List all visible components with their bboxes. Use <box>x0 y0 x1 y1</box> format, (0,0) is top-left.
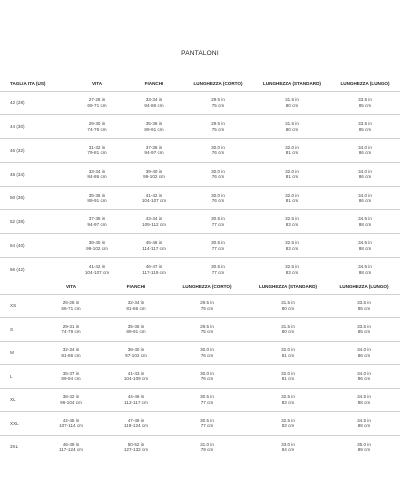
length-standard-cell <box>254 162 330 186</box>
value-cm: 89 cm <box>357 447 371 452</box>
size-label: L <box>0 365 36 389</box>
value-inches: 30.5 in <box>211 216 225 222</box>
value-inches: 34.5 in <box>358 240 372 246</box>
length-short-cell <box>182 162 254 186</box>
length-long-cell <box>330 91 400 115</box>
value-inches: 31.0 in <box>200 441 214 447</box>
value-inches: 29-30 in <box>88 121 106 127</box>
header-hips: FIANCHI <box>106 280 166 294</box>
value-inches: 35-36 in <box>145 121 163 127</box>
length-long-cell <box>330 139 400 163</box>
value-inches: 34.5 in <box>358 264 372 270</box>
size-label: 50 (36) <box>0 186 68 210</box>
value-cm: 112-117 cm <box>124 399 148 405</box>
value-inches: 43-44 in <box>145 216 163 222</box>
value-cm: 74-76 cm <box>87 126 107 132</box>
header-waist: VITA <box>68 77 126 91</box>
value-cm: 76 cm <box>211 150 225 156</box>
length-standard-cell <box>254 258 330 282</box>
value-inches: 42-45 in <box>62 417 80 423</box>
value-inches: 30.0 in <box>211 145 225 151</box>
value-cm: 89-94 cm <box>61 376 81 382</box>
value-cm: 97-102 cm <box>125 352 147 358</box>
length-standard-cell <box>248 365 328 389</box>
table-row <box>0 412 400 436</box>
waist-cell <box>36 388 106 412</box>
value-inches: 29.5 in <box>200 323 214 329</box>
value-inches: 45-46 in <box>145 240 163 246</box>
value-cm: 96-104 cm <box>60 399 82 405</box>
value-cm: 76 cm <box>200 376 214 382</box>
length-short-cell <box>166 435 248 459</box>
value-inches: 35-36 in <box>127 323 145 329</box>
value-cm: 76 cm <box>211 174 225 180</box>
value-cm: 76 cm <box>200 352 214 358</box>
value-cm: 76 cm <box>211 198 225 204</box>
length-short-cell <box>182 115 254 139</box>
value-inches: 27-28 in <box>88 97 106 103</box>
size-label: M <box>0 341 36 365</box>
size-label: 46 (32) <box>0 139 68 163</box>
value-cm: 81-86 cm <box>126 305 146 311</box>
value-cm: 86 cm <box>358 174 372 180</box>
value-cm: 77 cm <box>200 399 214 405</box>
header-hips: FIANCHI <box>126 77 182 91</box>
table-row <box>0 115 400 139</box>
value-cm: 79-81 cm <box>87 150 107 156</box>
table-row <box>0 365 400 389</box>
value-cm: 99-102 cm <box>86 245 108 251</box>
value-inches: 32-34 in <box>127 300 145 306</box>
value-inches: 34.0 in <box>358 192 372 198</box>
length-long-cell <box>330 234 400 258</box>
value-inches: 30.5 in <box>200 394 214 400</box>
length-standard-cell <box>254 115 330 139</box>
value-cm: 84-86 cm <box>87 174 107 180</box>
value-inches: 29.5 in <box>211 97 225 103</box>
header-waist: VITA <box>36 280 106 294</box>
hips-cell <box>106 388 166 412</box>
length-short-cell <box>182 258 254 282</box>
waist-cell <box>68 234 126 258</box>
length-standard-cell <box>248 435 328 459</box>
value-cm: 81 cm <box>285 198 299 204</box>
value-inches: 31.5 in <box>285 121 299 127</box>
value-cm: 85 cm <box>358 102 372 108</box>
waist-cell <box>68 91 126 115</box>
value-inches: 29.5 in <box>211 121 225 127</box>
value-cm: 81 cm <box>285 150 299 156</box>
value-cm: 77 cm <box>211 269 225 275</box>
hips-cell <box>126 186 182 210</box>
header-length-standard: LUNGHEZZA (STANDARD) <box>254 77 330 91</box>
length-short-cell <box>182 234 254 258</box>
waist-cell <box>68 115 126 139</box>
value-inches: 38-42 in <box>62 394 80 400</box>
table-row <box>0 91 400 115</box>
value-cm: 66-71 cm <box>61 305 81 311</box>
value-inches: 34.0 in <box>357 347 371 353</box>
value-inches: 41-43 in <box>127 370 145 376</box>
value-cm: 119-124 cm <box>124 423 148 429</box>
value-inches: 34.5 in <box>357 394 371 400</box>
header-size: TAGLIA ITA (US) <box>0 77 68 91</box>
hips-cell <box>126 210 182 234</box>
value-inches: 32.5 in <box>285 240 299 246</box>
value-cm: 117-119 cm <box>142 269 166 275</box>
length-long-cell <box>330 162 400 186</box>
waist-cell <box>68 186 126 210</box>
value-inches: 26-28 in <box>62 300 80 306</box>
length-short-cell <box>182 91 254 115</box>
value-cm: 75 cm <box>200 305 214 311</box>
length-short-cell <box>166 294 248 318</box>
hips-cell <box>106 318 166 342</box>
value-inches: 32.5 in <box>285 264 299 270</box>
table-row <box>0 258 400 282</box>
value-inches: 47-49 in <box>127 417 145 423</box>
value-inches: 32.0 in <box>285 145 299 151</box>
value-cm: 83 cm <box>281 399 295 405</box>
value-cm: 86 cm <box>358 198 372 204</box>
length-standard-cell <box>254 234 330 258</box>
header-length-long: LUNGHEZZA (LUNGO) <box>328 280 400 294</box>
header-length-standard: LUNGHEZZA (STANDARD) <box>248 280 328 294</box>
value-inches: 30.0 in <box>211 192 225 198</box>
length-short-cell <box>166 318 248 342</box>
value-inches: 39-40 in <box>145 168 163 174</box>
value-inches: 35-37 in <box>62 370 80 376</box>
hips-cell <box>126 91 182 115</box>
value-inches: 31.5 in <box>281 300 295 306</box>
value-inches: 30.0 in <box>200 370 214 376</box>
value-cm: 88 cm <box>357 423 371 429</box>
value-cm: 75 cm <box>211 102 225 108</box>
value-cm: 83 cm <box>285 245 299 251</box>
size-table-letter <box>0 280 400 459</box>
size-label: 48 (34) <box>0 162 68 186</box>
value-inches: 38-40 in <box>127 347 145 353</box>
size-label: 54 (40) <box>0 234 68 258</box>
waist-cell <box>68 139 126 163</box>
value-cm: 75 cm <box>211 126 225 132</box>
value-cm: 104-107 cm <box>141 198 167 204</box>
value-cm: 104-109 cm <box>123 376 149 382</box>
waist-cell <box>68 258 126 282</box>
table-row <box>0 341 400 365</box>
waist-cell <box>36 318 106 342</box>
hips-cell <box>126 139 182 163</box>
waist-cell <box>68 210 126 234</box>
value-cm: 88 cm <box>358 245 372 251</box>
value-cm: 80 cm <box>281 329 295 335</box>
value-cm: 81 cm <box>285 174 299 180</box>
value-inches: 44-46 in <box>127 394 145 400</box>
value-inches: 33.5 in <box>358 97 372 103</box>
length-standard-cell <box>248 412 328 436</box>
size-table-numeric <box>0 77 400 281</box>
waist-cell <box>36 294 106 318</box>
size-label: XS <box>0 294 36 318</box>
length-short-cell <box>182 186 254 210</box>
header-length-long: LUNGHEZZA (LUNGO) <box>330 77 400 91</box>
value-inches: 34.0 in <box>358 145 372 151</box>
value-cm: 83 cm <box>285 221 299 227</box>
hips-cell <box>106 294 166 318</box>
value-cm: 81 cm <box>281 352 295 358</box>
length-long-cell <box>328 318 400 342</box>
value-inches: 30.5 in <box>211 240 225 246</box>
length-long-cell <box>328 341 400 365</box>
length-standard-cell <box>254 139 330 163</box>
value-inches: 33.5 in <box>357 300 371 306</box>
length-long-cell <box>330 210 400 234</box>
length-standard-cell <box>248 388 328 412</box>
value-inches: 37-38 in <box>88 216 106 222</box>
value-cm: 117-124 cm <box>59 447 83 452</box>
value-inches: 32.0 in <box>285 168 299 174</box>
value-inches: 32.0 in <box>281 370 295 376</box>
value-inches: 32.5 in <box>281 417 295 423</box>
value-cm: 80 cm <box>285 102 299 108</box>
length-long-cell <box>328 412 400 436</box>
value-cm: 89-91 cm <box>144 126 164 132</box>
value-cm: 86 cm <box>357 352 371 358</box>
value-inches: 29.5 in <box>200 300 214 306</box>
value-inches: 29-31 in <box>62 323 80 329</box>
table-row <box>0 294 400 318</box>
value-inches: 34.0 in <box>358 168 372 174</box>
value-inches: 35-36 in <box>88 192 106 198</box>
length-short-cell <box>166 412 248 436</box>
value-inches: 33.0 in <box>281 441 295 447</box>
size-label: XL <box>0 388 36 412</box>
value-cm: 83 cm <box>285 269 299 275</box>
table-row <box>0 162 400 186</box>
value-cm: 107-114 cm <box>59 423 83 429</box>
value-inches: 33.5 in <box>358 121 372 127</box>
page-title: PANTALONI <box>181 50 219 57</box>
value-inches: 33-34 in <box>145 97 163 103</box>
value-cm: 81-86 cm <box>61 352 81 358</box>
value-cm: 77 cm <box>211 221 225 227</box>
length-long-cell <box>328 388 400 412</box>
value-cm: 85 cm <box>357 305 371 311</box>
header-length-short: LUNGHEZZA (CORTO) <box>166 280 248 294</box>
value-inches: 30.0 in <box>200 347 214 353</box>
value-inches: 37-38 in <box>145 145 163 151</box>
value-inches: 41-42 in <box>88 264 106 270</box>
value-cm: 88 cm <box>358 269 372 275</box>
size-label: 44 (30) <box>0 115 68 139</box>
length-standard-cell <box>254 186 330 210</box>
value-cm: 69-71 cm <box>87 102 107 108</box>
size-label: 3XL <box>0 435 36 459</box>
waist-cell <box>36 365 106 389</box>
value-inches: 34.5 in <box>358 216 372 222</box>
value-cm: 114-117 cm <box>142 245 166 251</box>
value-cm: 109-112 cm <box>142 221 166 227</box>
value-cm: 89-91 cm <box>126 329 146 335</box>
value-cm: 94-97 cm <box>87 221 107 227</box>
table-row <box>0 318 400 342</box>
hips-cell <box>126 234 182 258</box>
length-long-cell <box>328 294 400 318</box>
hips-cell <box>106 365 166 389</box>
value-cm: 74-79 cm <box>61 329 81 335</box>
value-inches: 32-34 in <box>62 347 80 353</box>
value-inches: 30.5 in <box>200 417 214 423</box>
waist-cell <box>36 341 106 365</box>
length-standard-cell <box>248 294 328 318</box>
length-standard-cell <box>254 210 330 234</box>
value-cm: 127-132 cm <box>123 447 149 452</box>
size-label: S <box>0 318 36 342</box>
value-inches: 34.0 in <box>357 370 371 376</box>
value-cm: 77 cm <box>211 245 225 251</box>
value-inches: 32.0 in <box>285 192 299 198</box>
value-cm: 83 cm <box>281 423 295 429</box>
hips-cell <box>126 115 182 139</box>
value-cm: 99-102 cm <box>143 174 165 180</box>
value-cm: 80 cm <box>285 126 299 132</box>
value-inches: 32.5 in <box>285 216 299 222</box>
value-cm: 85 cm <box>358 126 372 132</box>
length-short-cell <box>182 210 254 234</box>
value-inches: 50-52 in <box>127 441 145 447</box>
value-cm: 86 cm <box>357 376 371 382</box>
length-standard-cell <box>254 91 330 115</box>
value-inches: 35.0 in <box>357 441 371 447</box>
hips-cell <box>126 258 182 282</box>
header-size <box>0 280 36 294</box>
waist-cell <box>68 162 126 186</box>
table-row <box>0 388 400 412</box>
table-row <box>0 210 400 234</box>
value-cm: 88 cm <box>358 221 372 227</box>
value-inches: 39-40 in <box>88 240 106 246</box>
table-row <box>0 435 400 459</box>
size-label: XXL <box>0 412 36 436</box>
length-long-cell <box>328 435 400 459</box>
length-short-cell <box>166 388 248 412</box>
length-long-cell <box>330 186 400 210</box>
value-inches: 33-34 in <box>88 168 106 174</box>
header-length-short: LUNGHEZZA (CORTO) <box>182 77 254 91</box>
value-inches: 31-32 in <box>88 145 106 151</box>
size-label: 56 (42) <box>0 258 68 282</box>
hips-cell <box>106 435 166 459</box>
value-cm: 75 cm <box>200 329 214 335</box>
length-long-cell <box>330 115 400 139</box>
value-inches: 32.0 in <box>281 347 295 353</box>
value-inches: 31.5 in <box>285 97 299 103</box>
length-short-cell <box>166 365 248 389</box>
length-short-cell <box>182 139 254 163</box>
value-inches: 30.5 in <box>211 264 225 270</box>
value-inches: 32.5 in <box>281 394 295 400</box>
size-label: 52 (38) <box>0 210 68 234</box>
value-cm: 81 cm <box>281 376 295 382</box>
hips-cell <box>126 162 182 186</box>
value-cm: 104-107 cm <box>84 269 110 275</box>
length-long-cell <box>330 258 400 282</box>
table-row <box>0 234 400 258</box>
hips-cell <box>106 341 166 365</box>
hips-cell <box>106 412 166 436</box>
value-inches: 46-47 in <box>145 264 163 270</box>
length-short-cell <box>166 341 248 365</box>
value-inches: 41-42 in <box>145 192 163 198</box>
value-cm: 84 cm <box>281 447 295 452</box>
table-row <box>0 139 400 163</box>
value-inches: 30.0 in <box>211 168 225 174</box>
length-standard-cell <box>248 318 328 342</box>
value-cm: 79 cm <box>200 447 214 452</box>
value-inches: 34.5 in <box>357 417 371 423</box>
length-standard-cell <box>248 341 328 365</box>
value-cm: 77 cm <box>200 423 214 429</box>
value-cm: 84-86 cm <box>144 102 164 108</box>
value-cm: 88 cm <box>357 399 371 405</box>
waist-cell <box>36 412 106 436</box>
value-inches: 31.5 in <box>281 323 295 329</box>
value-cm: 86 cm <box>358 150 372 156</box>
value-inches: 46-49 in <box>62 441 80 447</box>
length-long-cell <box>328 365 400 389</box>
value-cm: 85 cm <box>357 329 371 335</box>
value-cm: 94-97 cm <box>144 150 164 156</box>
size-label: 42 (28) <box>0 91 68 115</box>
value-inches: 33.5 in <box>357 323 371 329</box>
value-cm: 89-91 cm <box>87 198 107 204</box>
table-row <box>0 186 400 210</box>
value-cm: 80 cm <box>281 305 295 311</box>
waist-cell <box>36 435 106 459</box>
